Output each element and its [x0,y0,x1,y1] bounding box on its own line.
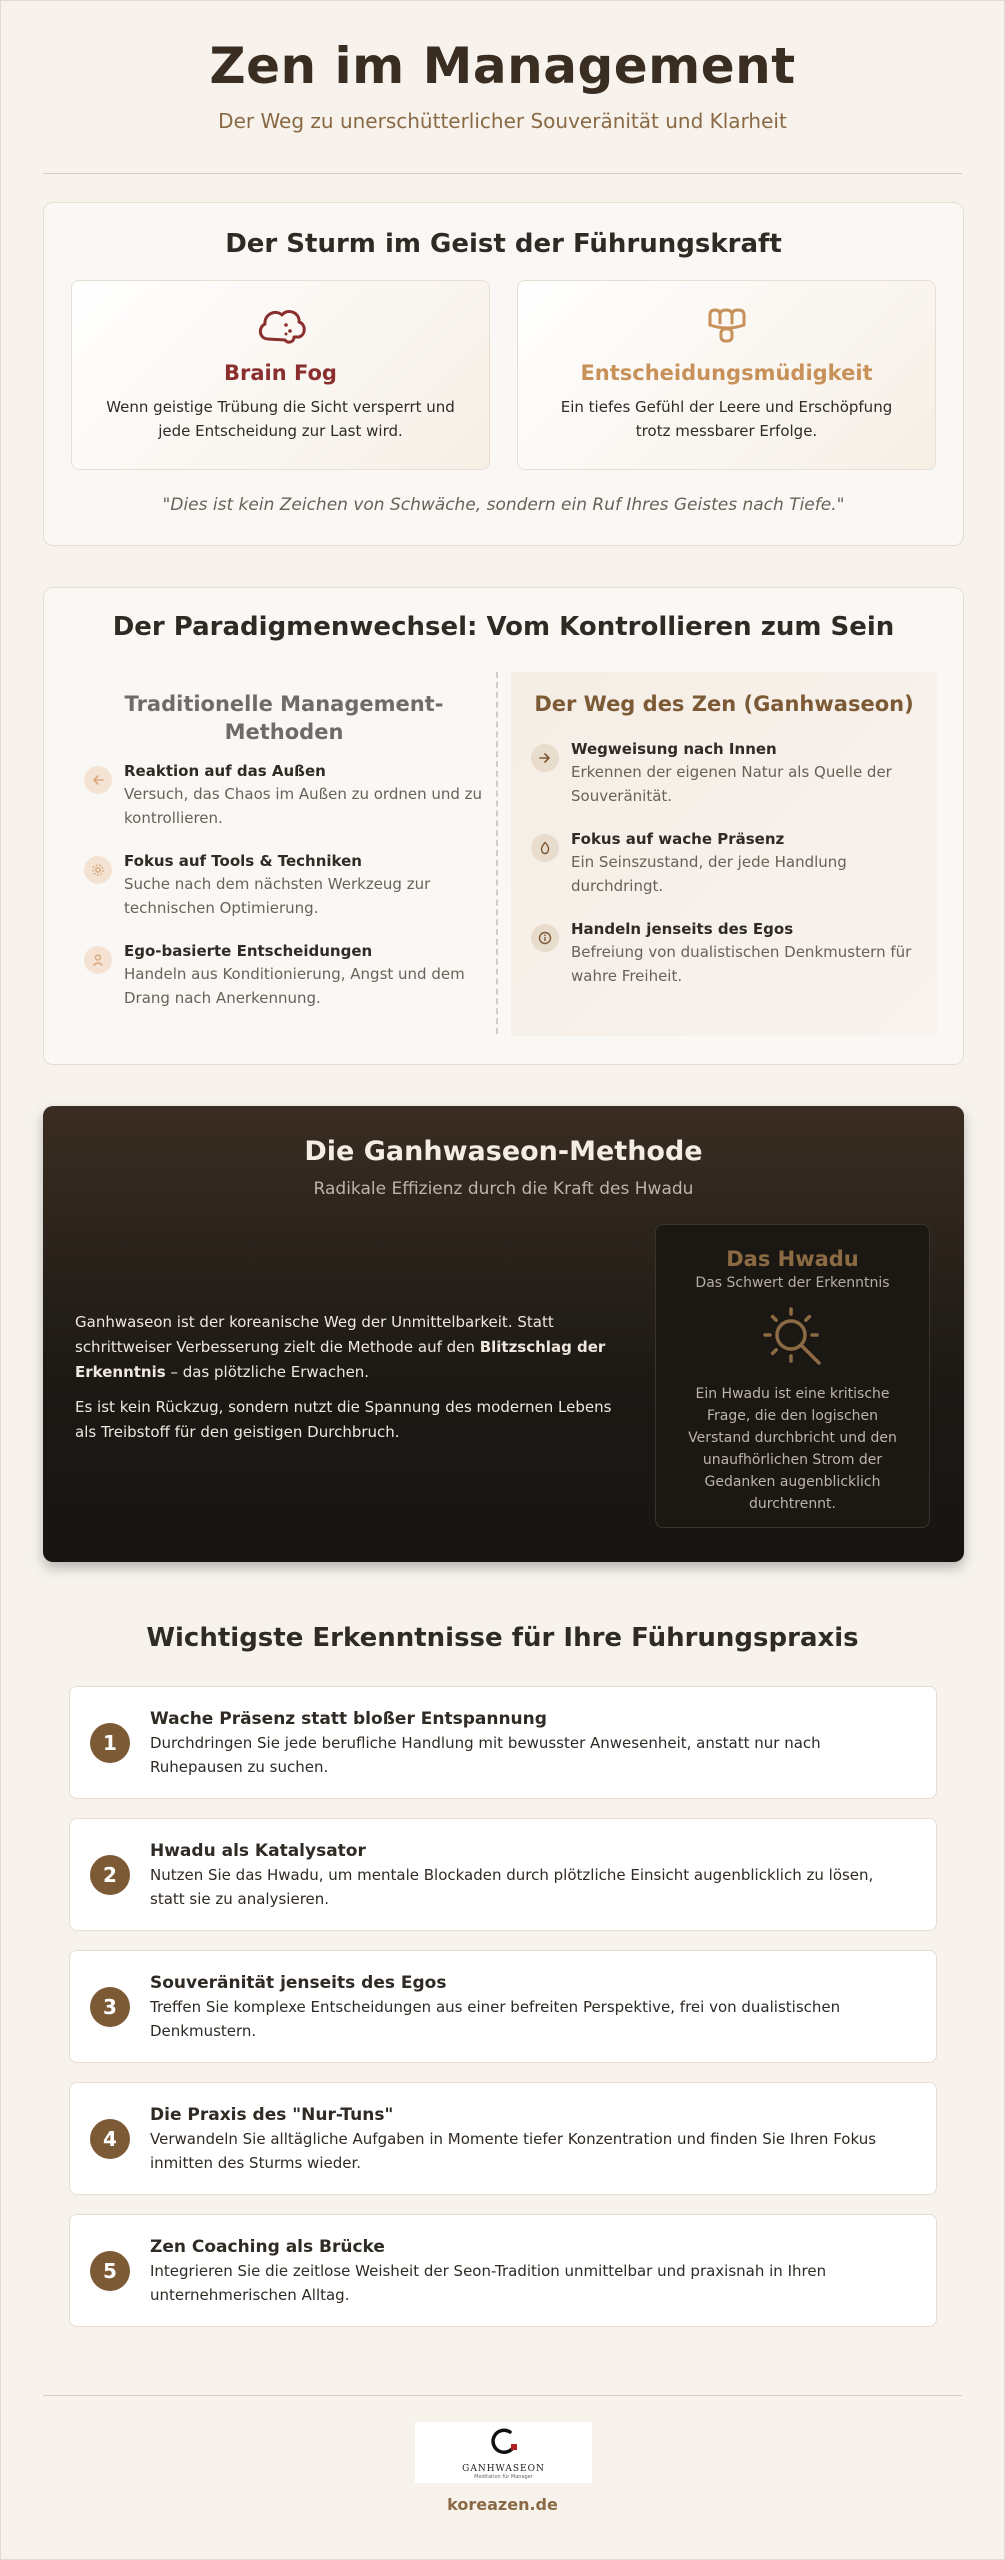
traditional-item-text: Versuch, das Chaos im Außen zu ordnen und zu kontrollieren. [124,785,483,827]
info-icon [531,924,559,952]
brain-fog-text: Wenn geistige Trübung die Sicht versperrt und jede Entscheidung zur Last wird. [106,398,455,440]
paradigm-section [43,587,964,1065]
zen-item [531,738,917,808]
zen-item-text: Ein Seinszustand, der jede Handlung durchdringt. [571,853,847,895]
logo [415,2422,592,2483]
insight-title: Zen Coaching als Brücke [150,2237,385,2257]
zen-title: Der Weg des Zen (Ganhwaseon) [534,692,914,716]
insight-number: 2 [90,1855,130,1895]
storm-section [43,202,964,546]
zen-item-title: Wegweisung nach Innen [571,740,777,758]
method-paragraph-start: Ganhwaseon ist der koreanische Weg der Unmittelbarkeit. Statt schrittweiser Verbesserung zielt die Methode auf den [75,1313,554,1356]
insight-card [69,2082,937,2195]
method-subtitle: Radikale Effizienz durch die Kraft des Hwadu [313,1179,694,1199]
enso-icon [484,2426,524,2458]
storm-title: Der Sturm im Geist der Führungskraft [225,229,782,259]
decision-fatigue-title: Entscheidungsmüdigkeit [580,361,873,385]
hwadu-text: Ein Hwadu ist eine kritische Frage, die den logischen Verstand durchbricht und den unaufhörlichen Strom der Gedanken augenblicklich durchtrennt. [688,1386,897,1512]
hwadu-subtitle: Das Schwert der Erkenntnis [695,1275,890,1291]
zen-item-text: Befreiung von dualistischen Denkmustern für wahre Freiheit. [571,943,912,985]
storm-quote: "Dies ist kein Zeichen von Schwäche, sondern ein Ruf Ihres Geistes nach Tiefe." [162,495,845,515]
traditional-item [84,940,484,1010]
flame-icon [531,834,559,862]
page-title: Zen im Management [209,37,796,95]
insight-text: Nutzen Sie das Hwadu, um mentale Blockaden durch plötzliche Einsicht augenblicklich zu lösen, statt sie zu analysieren. [150,1866,874,1908]
zen-item-text: Erkennen der eigenen Natur als Quelle der Souveränität. [571,763,892,805]
method-text [75,1310,635,1455]
brain-fog-title: Brain Fog [224,361,337,385]
decision-fatigue-box [517,280,936,470]
insight-text: Durchdringen Sie jede berufliche Handlung mit bewusster Anwesenheit, anstatt nur nach Ruhepausen zu suchen. [150,1734,821,1776]
insight-text: Treffen Sie komplexe Entscheidungen aus einer befreiten Perspektive, frei von dualistischen Denkmustern. [150,1998,841,2040]
arrow-left-icon [84,766,112,794]
decision-fatigue-text: Ein tiefes Gefühl der Leere und Erschöpfung trotz messbarer Erfolge. [560,398,893,440]
zen-item [531,828,917,898]
insight-card [69,1818,937,1931]
traditional-item-title: Reaktion auf das Außen [124,762,326,780]
traditional-column [84,672,484,1007]
hwadu-card [655,1224,930,1528]
zen-column [511,672,937,1036]
traditional-item-title: Ego-basierte Entscheidungen [124,942,373,960]
logo-subtext: Meditation für Manager [474,2474,533,2480]
insights-title: Wichtigste Erkenntnisse für Ihre Führungspraxis [146,1623,859,1653]
method-paragraph: Es ist kein Rückzug, sondern nutzt die Spannung des modernen Lebens als Treibstoff für den geistigen Durchbruch. [75,1398,612,1441]
footer-link[interactable]: koreazen.de [447,2495,558,2514]
insight-text: Verwandeln Sie alltägliche Aufgaben in Momente tiefer Konzentration und finden Sie Ihren Fokus inmitten des Sturms wieder. [150,2130,877,2172]
header-divider [43,173,962,174]
insight-number: 4 [90,2119,130,2159]
insight-text: Integrieren Sie die zeitlose Weisheit der Seon-Tradition unmittelbar und praxisnah in Ihren unternehmerischen Alltag. [150,2262,827,2304]
arrow-right-icon [531,744,559,772]
method-highlight: Blitzschlag der Erkenntnis [75,1338,606,1381]
traditional-item-title: Fokus auf Tools & Techniken [124,852,362,870]
insight-card [69,1950,937,2063]
traditional-item [84,760,484,830]
gear-icon [84,856,112,884]
method-paragraph-end: – das plötzliche Erwachen. [165,1363,370,1381]
zen-item [531,918,917,988]
zen-item-title: Fokus auf wache Präsenz [571,830,785,848]
traditional-title: Traditionelle Management-Methoden [124,692,444,744]
sun-icon [656,1305,929,1373]
insight-title: Wache Präsenz statt bloßer Entspannung [150,1709,547,1729]
traditional-item-text: Suche nach dem nächsten Werkzeug zur technischen Optimierung. [124,875,431,917]
method-section [43,1106,964,1562]
paradigm-title: Der Paradigmenwechsel: Vom Kontrollieren zum Sein [112,612,895,642]
page-subtitle: Der Weg zu unerschütterlicher Souveränität und Klarheit [218,109,787,133]
insight-title: Die Praxis des "Nur-Tuns" [150,2105,394,2125]
footer-divider [43,2395,962,2396]
method-paragraph [75,1310,635,1385]
insight-title: Souveränität jenseits des Egos [150,1973,447,1993]
insight-card [69,2214,937,2327]
insight-number: 1 [90,1723,130,1763]
insight-number: 3 [90,1987,130,2027]
user-icon [84,946,112,974]
method-title: Die Ganhwaseon-Methode [304,1136,703,1167]
insight-title: Hwadu als Katalysator [150,1841,366,1861]
paradigm-divider [496,672,498,1034]
brain-fog-box [71,280,490,470]
traditional-item-text: Handeln aus Konditionierung, Angst und dem Drang nach Anerkennung. [124,965,465,1007]
zen-item-title: Handeln jenseits des Egos [571,920,794,938]
storm-boxes [71,280,936,470]
insight-number: 5 [90,2251,130,2291]
header [1,1,1004,133]
brain-cloud-icon [72,303,489,347]
hwadu-title: Das Hwadu [726,1247,859,1271]
fatigue-icon [518,303,935,347]
insight-card [69,1686,937,1799]
traditional-item [84,850,484,920]
logo-text: GANHWASEON [462,2464,545,2474]
